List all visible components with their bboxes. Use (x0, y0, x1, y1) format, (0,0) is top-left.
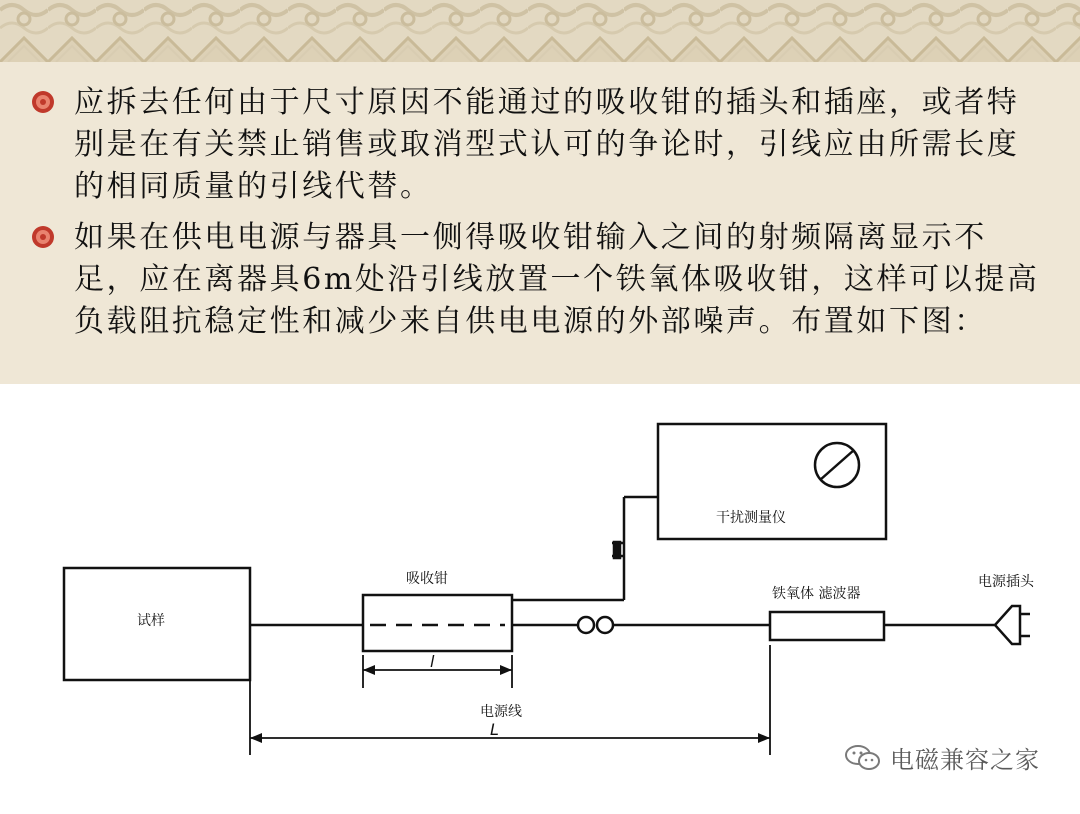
wechat-icon (844, 743, 882, 773)
text-panel (0, 62, 1080, 384)
label-ferrite-filter: 铁氧体 滤波器 (772, 586, 861, 602)
ferrite-ring-icon (597, 617, 613, 633)
ferrite-filter-box (770, 612, 884, 640)
connector-icon (614, 542, 620, 558)
flower-bullet-icon (30, 224, 56, 250)
watermark (844, 740, 1040, 775)
bullet-paragraph-1: 应拆去任何由于尺寸原因不能通过的吸收钳的插头和插座，或者特别是在有关禁止销售或取消型式认可的争论时，引线应由所需长度的相同质量的引线代替。 (74, 85, 1020, 204)
bullet-paragraph-2: 如果在供电电源与器具一侧得吸收钳输入之间的射频隔离显示不足，应在离器具6m处沿引线放置一个铁氧体吸收钳，这样可以提高负载阻抗稳定性和减少来自供电电源的外部噪声。布置如下图： (74, 220, 1040, 339)
decorative-banner (0, 0, 1080, 62)
gauge-needle (820, 450, 854, 480)
ferrite-ring-icon (578, 617, 594, 633)
watermark-text: 电磁兼容之家 (890, 746, 1040, 774)
power-plug-icon (995, 606, 1020, 644)
label-meter: 干扰测量仪 (716, 510, 786, 526)
label-l-long: L (490, 720, 499, 739)
label-absorbing-clamp: 吸收钳 (406, 571, 448, 587)
absorbing-clamp-box (363, 595, 512, 651)
label-l-short: l (430, 652, 435, 671)
flower-bullet-icon (30, 89, 56, 115)
label-cable: 电源线 (480, 704, 522, 720)
label-sample: 试样 (137, 613, 165, 629)
label-plug: 电源插头 (978, 574, 1034, 590)
banner-pattern (0, 0, 1080, 62)
